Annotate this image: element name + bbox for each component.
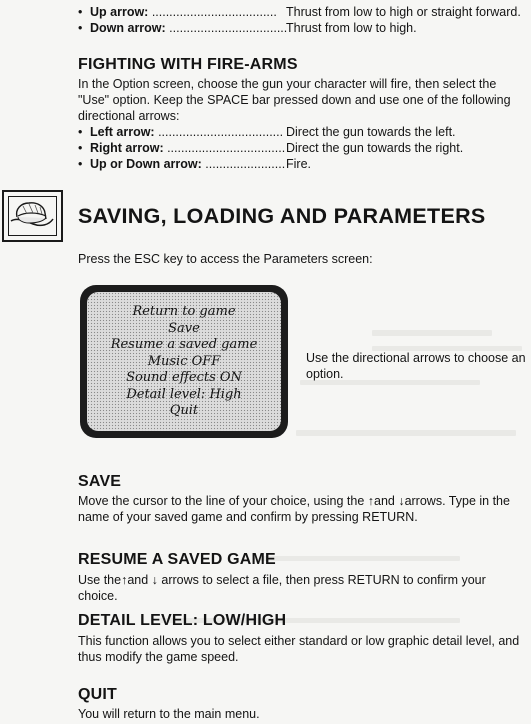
save-body: Move the cursor to the line of your choice, using the ↑and ↓arrows. Type in the name of your saved game and confirm by pressing RETURN. — [78, 494, 510, 524]
detail-level-body: This function allows you to select either standard or low graphic detail level, and thus modify the game speed. — [78, 634, 520, 664]
section-intro: Press the ESC key to access the Parameters screen: — [78, 252, 373, 266]
dot-leader: .................................. — [165, 21, 288, 35]
control-key: Right arrow: — [90, 141, 164, 155]
fedora-hat-icon — [2, 190, 63, 242]
list-item — [78, 4, 521, 20]
bleed-through-mark — [260, 556, 460, 561]
detail-level-heading: DETAIL LEVEL: LOW/HIGH — [78, 612, 287, 629]
resume-heading: RESUME A SAVED GAME — [78, 551, 276, 568]
control-description: Fire. — [286, 157, 311, 171]
menu-item-return-to-game[interactable]: Return to game — [132, 304, 236, 319]
resume-body: Use the↑and ↓ arrows to select a file, then press RETURN to confirm your choice. — [78, 573, 486, 603]
save-heading: SAVE — [78, 473, 122, 490]
section-title: SAVING, LOADING AND PARAMETERS — [78, 204, 486, 228]
list-item — [78, 124, 456, 140]
firearms-body: In the Option screen, choose the gun your character will fire, then select the "Use" option. Keep the SPACE bar pressed down and use one of the following directional arrows: — [78, 77, 511, 123]
hat-drawing — [9, 197, 54, 233]
firearms-heading: FIGHTING WITH FIRE-ARMS — [78, 56, 298, 73]
quit-body: You will return to the main menu. — [78, 707, 260, 721]
firearms-controls-list — [78, 124, 464, 172]
bleed-through-mark — [296, 430, 516, 436]
control-key: Left arrow: — [90, 125, 155, 139]
list-item — [78, 140, 464, 156]
list-item — [78, 156, 311, 172]
menu-item-resume-saved-game[interactable]: Resume a saved game — [110, 337, 258, 352]
dot-leader: .................................... — [148, 5, 277, 19]
control-description: Thrust from low to high or straight forward. — [286, 5, 521, 19]
dot-leader: .................................... — [154, 125, 284, 139]
dot-leader: ....................... — [201, 157, 286, 171]
menu-item-sound-effects[interactable]: Sound effects ON — [126, 370, 242, 385]
thrust-controls-list — [78, 4, 521, 36]
menu-item-music[interactable]: Music OFF — [147, 353, 221, 369]
parameters-menu — [87, 292, 281, 431]
menu-item-detail-level[interactable]: Detail level: High — [126, 386, 242, 402]
dot-leader: .................................. — [163, 141, 286, 155]
control-key: Up arrow: — [90, 5, 149, 19]
control-description: Direct the gun towards the right. — [286, 141, 464, 155]
control-key: Down arrow: — [90, 21, 166, 35]
menu-caption: Use the directional arrows to choose an option. — [306, 351, 526, 381]
menu-item-quit[interactable]: Quit — [169, 403, 199, 418]
quit-heading: QUIT — [78, 686, 118, 703]
parameters-screen-panel — [80, 285, 288, 438]
control-description: Direct the gun towards the left. — [286, 125, 456, 139]
icon-inner-frame — [8, 196, 57, 236]
list-item — [78, 20, 417, 36]
menu-item-save[interactable]: Save — [168, 320, 200, 336]
bleed-through-mark — [372, 330, 492, 336]
control-description: Thrust from low to high. — [286, 21, 417, 35]
control-key: Up or Down arrow: — [90, 157, 202, 171]
